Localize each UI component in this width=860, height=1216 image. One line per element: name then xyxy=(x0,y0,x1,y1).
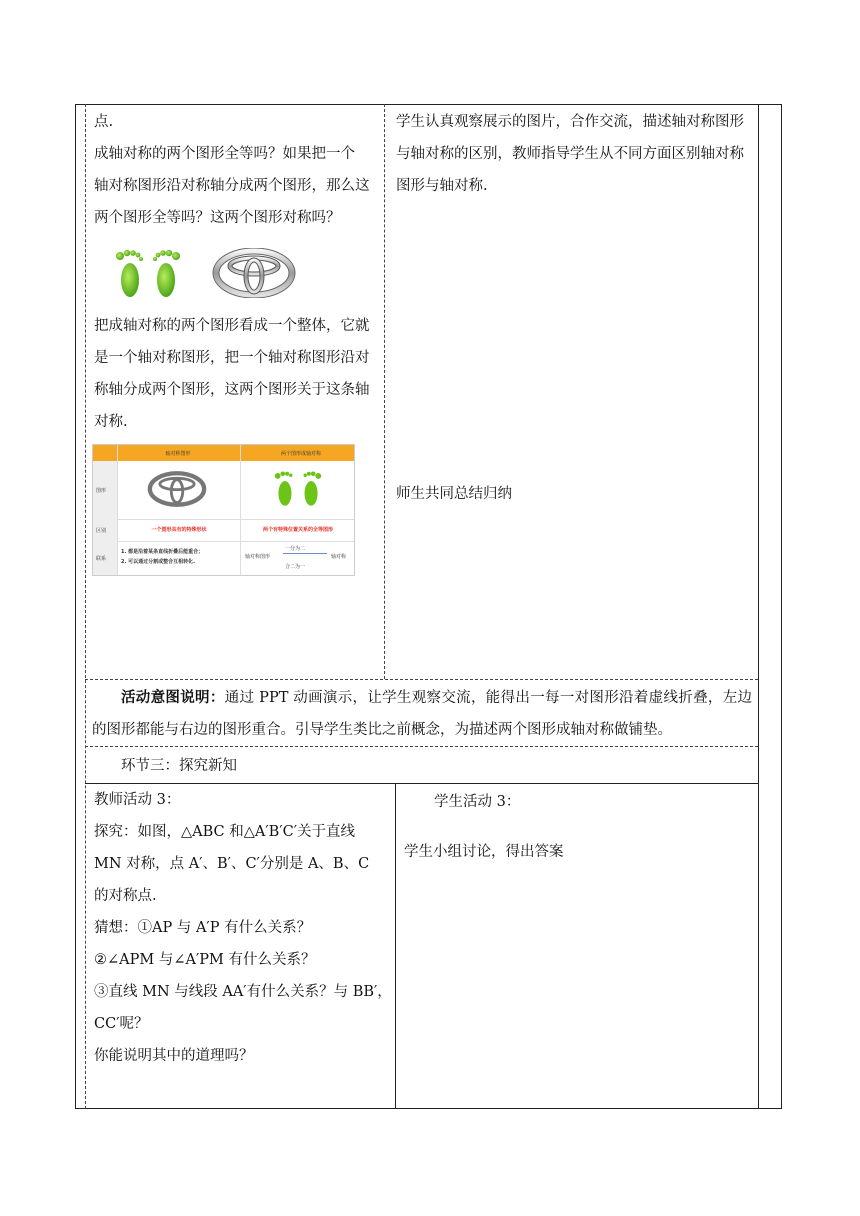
row-label-relation: 联系 xyxy=(96,556,107,562)
relation-right: 轴对称 xyxy=(331,554,347,560)
text-line: 猜想：①AP 与 A′P 有什么关系？ xyxy=(94,920,312,936)
row-divider-2 xyxy=(85,746,758,747)
text-line: 轴对称图形沿对称轴分成两个图形，那么这 xyxy=(94,178,370,194)
text-line: 教师活动 3： xyxy=(94,792,181,808)
text-line: 学生认真观察展示的图片，合作交流，描述轴对称图形 xyxy=(396,114,744,130)
activity-intent xyxy=(92,682,752,746)
footprints-icon xyxy=(269,467,327,511)
top-column-divider xyxy=(384,104,385,679)
text-line: 把成轴对称的两个图形看成一个整体，它就 xyxy=(94,318,370,334)
relation-item-2: 2. 可以通过分割或整合互相转化. xyxy=(121,559,196,565)
relation-left: 轴对称图形 xyxy=(245,554,271,560)
relation-item-1: 1. 都是沿着某条直线折叠后能重合； xyxy=(121,549,204,555)
left-dashed-border xyxy=(85,104,86,1109)
text-line: 与轴对称的区别，教师指导学生从不同方面区别轴对称 xyxy=(396,146,744,162)
left-after-text xyxy=(94,310,382,438)
row-label-difference: 区别 xyxy=(96,528,107,534)
text-line: ③直线 MN 与线段 AA′有什么关系？与 BB′， xyxy=(94,984,392,1000)
text-line: ②∠APM 与∠A′PM 有什么关系？ xyxy=(94,952,316,968)
text-line: 称轴分成两个图形，这两个图形关于这条轴 xyxy=(94,382,370,398)
right-margin-divider xyxy=(758,104,759,1109)
teacher-activity xyxy=(94,784,392,1072)
intent-text: 通过 PPT 动画演示，让学生观察交流，能得出一每一对图形沿着虚线折叠，左边的图形都能与右边的图形重合。引导学生类比之前概念，为描述两个图形成轴对称做铺垫。 xyxy=(92,690,752,738)
bottom-column-divider xyxy=(395,783,396,1109)
intent-label: 活动意图说明： xyxy=(121,689,225,706)
student-activity-title: 学生活动 3： xyxy=(434,794,521,810)
relation-bottom: 合二为一 xyxy=(285,564,306,570)
col2-header: 两个图形成轴对称 xyxy=(280,451,321,457)
text-line: 探究：如图，△ABC 和△A′B′C′关于直线 xyxy=(94,824,355,840)
text-line: CC′呢？ xyxy=(94,1016,149,1032)
left-top-text xyxy=(94,106,382,234)
text-line: 的对称点. xyxy=(94,888,157,904)
right-top-text xyxy=(396,106,756,202)
comparison-table-image xyxy=(92,444,355,576)
col1-header: 轴对称图形 xyxy=(165,451,191,457)
text-line: 图形与轴对称. xyxy=(396,178,488,194)
text-line: 是一个轴对称图形，把一个轴对称图形沿对 xyxy=(94,350,370,366)
text-line: 你能说明其中的道理吗？ xyxy=(94,1048,254,1064)
difference-right: 两个有特殊位置关系的全等图形 xyxy=(262,527,333,533)
toyota-logo-icon xyxy=(212,248,296,298)
text-line: 成轴对称的两个图形全等吗？如果把一个 xyxy=(94,146,355,162)
footprints-icon xyxy=(108,246,188,302)
difference-left: 一个图形具有的特殊形状 xyxy=(151,527,207,533)
row-label-figure: 图形 xyxy=(96,488,107,494)
text-line: 点. xyxy=(94,114,114,130)
text-line: MN 对称，点 A′、B′、C′分别是 A、B、C xyxy=(94,856,370,872)
toyota-logo-icon xyxy=(147,469,207,509)
section-title: 环节三：探究新知 xyxy=(121,758,237,774)
text-line: 两个图形全等吗？这两个图形对称吗？ xyxy=(94,210,341,226)
relation-top: 一分为二 xyxy=(285,546,306,552)
text-line: 对称. xyxy=(94,414,128,430)
row-divider-1 xyxy=(85,679,758,680)
student-activity-text: 学生小组讨论，得出答案 xyxy=(404,844,564,860)
summary-text: 师生共同总结归纳 xyxy=(396,486,512,502)
